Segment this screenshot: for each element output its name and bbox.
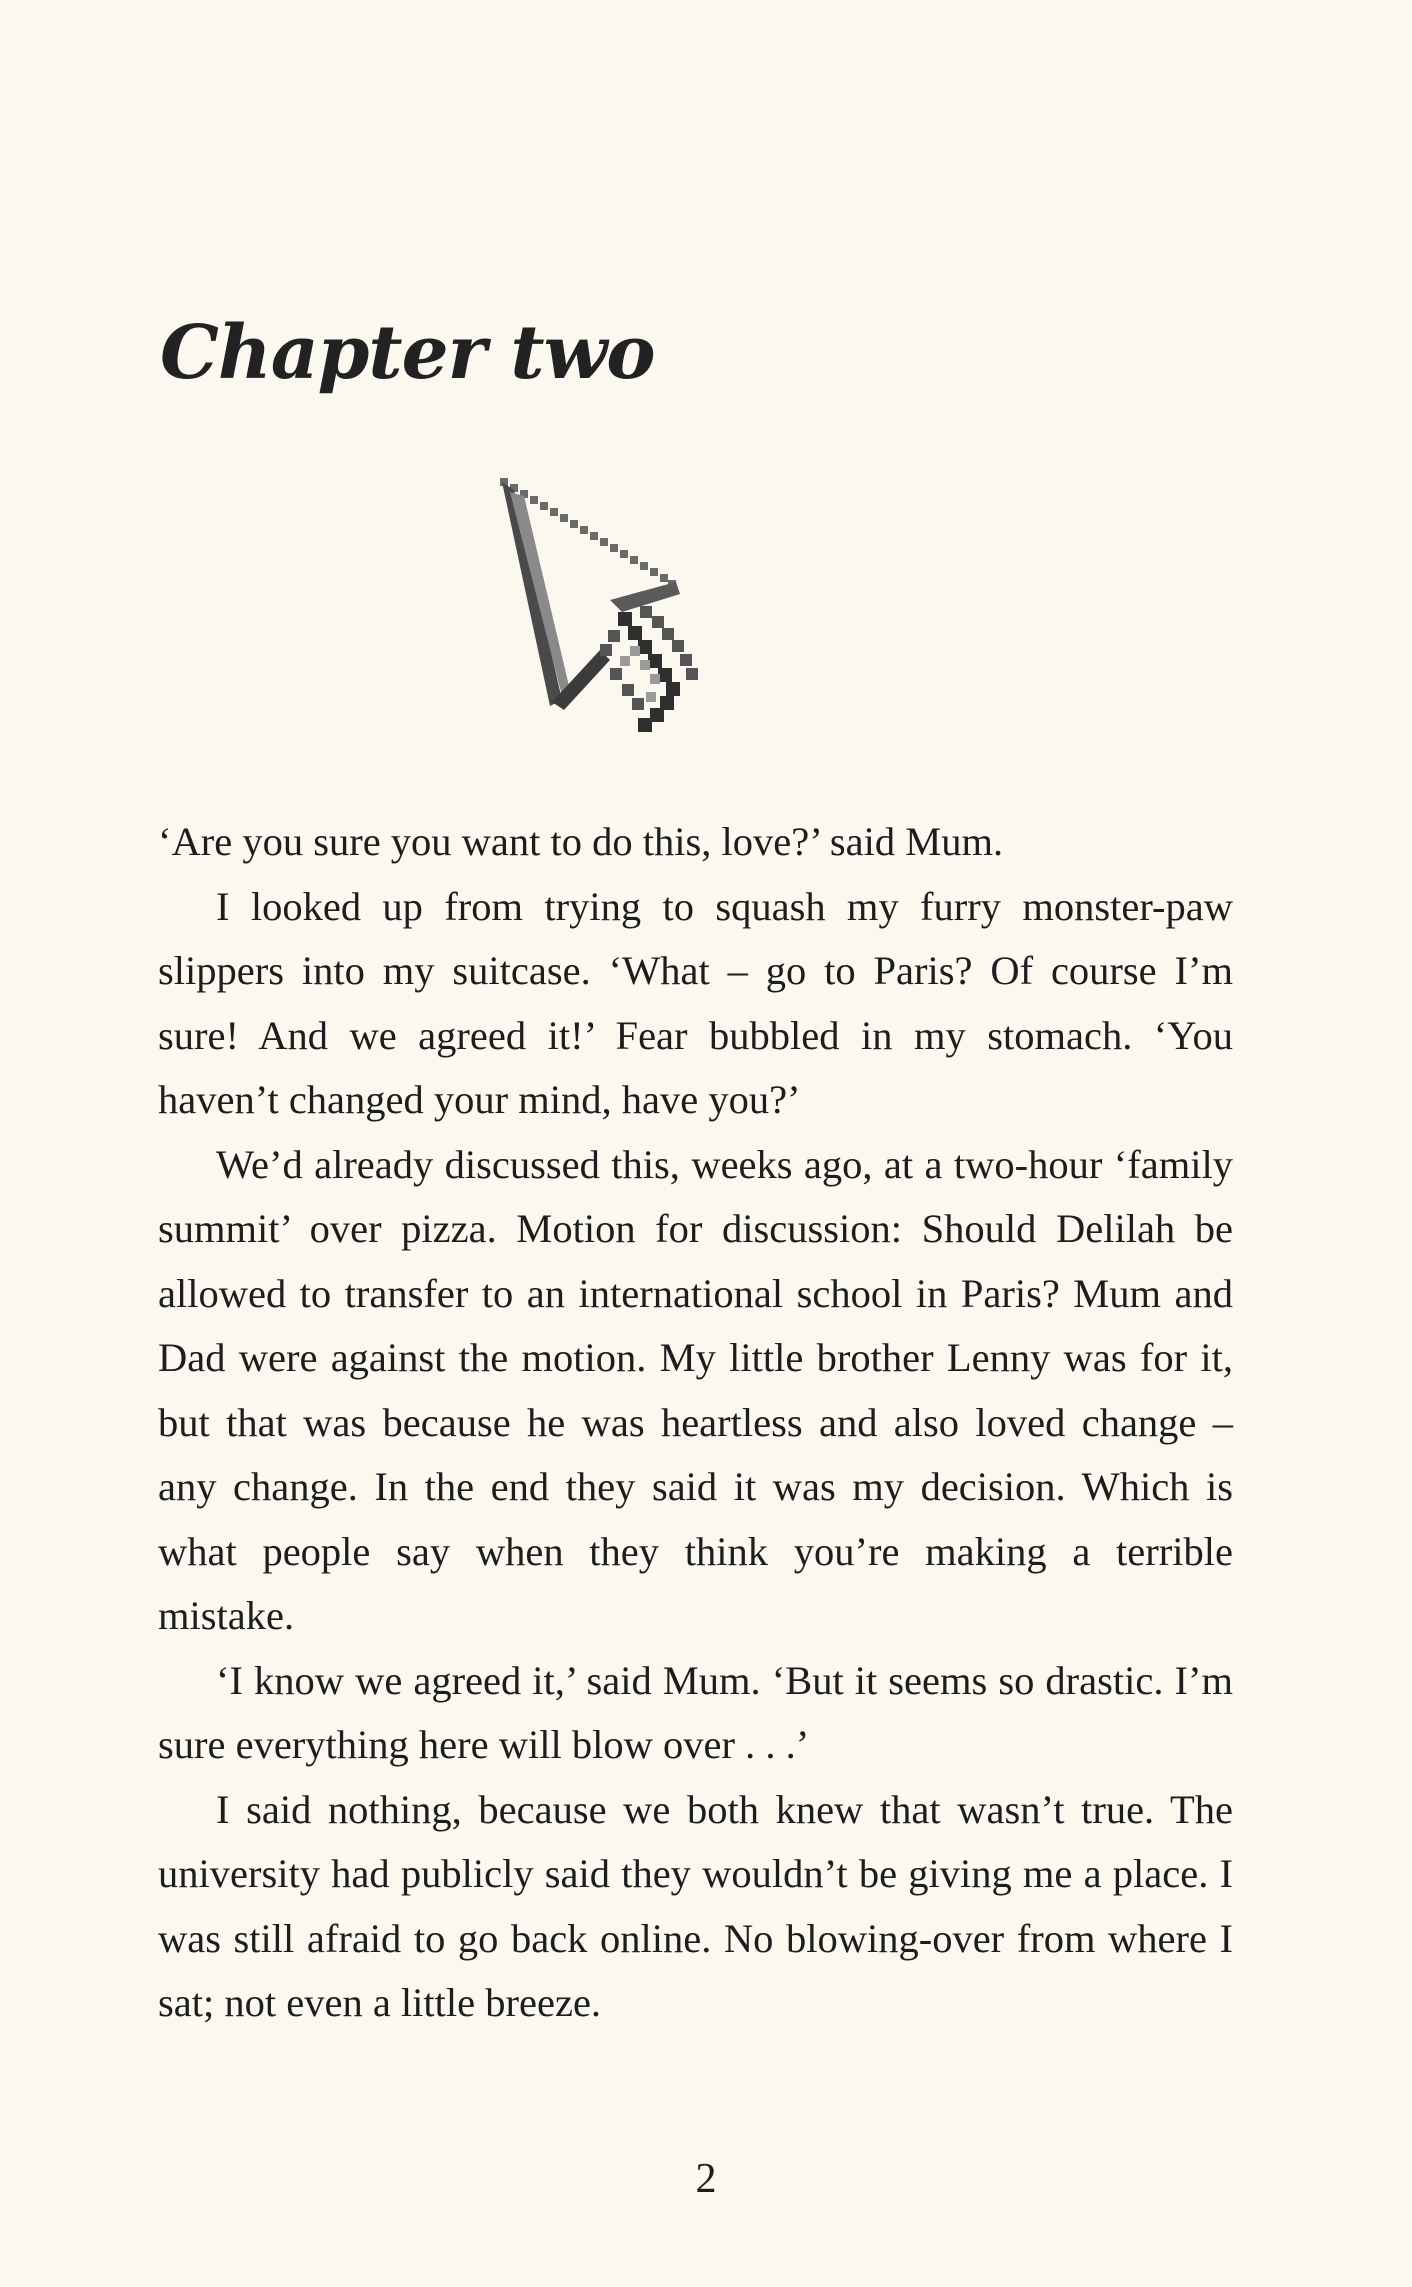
chapter-title: Chapter two xyxy=(160,310,655,396)
paragraph-5: I said nothing, because we both knew that wasn’t true. The university had publicly said they wouldn’t be giving me a place. I was still afraid to go back online. No blowing-over from where I sat; not even a little breeze. xyxy=(158,1786,1233,2025)
paragraph-2: I looked up from trying to squash my furry monster-paw slippers into my suitcase. ‘What – go to Paris? Of course I’m sure! And we agreed it!’ Fear bubbled in my stomach. ‘You haven’t changed your mind, have you?’ xyxy=(158,883,1233,1122)
body-text xyxy=(158,810,1233,2036)
page-number: 2 xyxy=(695,2156,717,2202)
paragraph-4: ‘I know we agreed it,’ said Mum. ‘But it seems so drastic. I’m sure everything here will blow over . . .’ xyxy=(158,1657,1233,1767)
paragraph-1: ‘Are you sure you want to do this, love?’ said Mum. xyxy=(158,819,1004,864)
paragraph-3: We’d already discussed this, weeks ago, at a two-hour ‘family summit’ over pizza. Motion for discussion: Should Delilah be allowed to transfer to an international school in Paris? Mum and Dad were against the motion. My little brother Lenny was for it, but that was because he was heartless and also loved change – any change. In the end they said it was my decision. Which is what people say when they think you’re making a terrible mistake. xyxy=(158,1141,1233,1638)
mouse-pointer-hand-cursor-icon xyxy=(490,470,730,740)
